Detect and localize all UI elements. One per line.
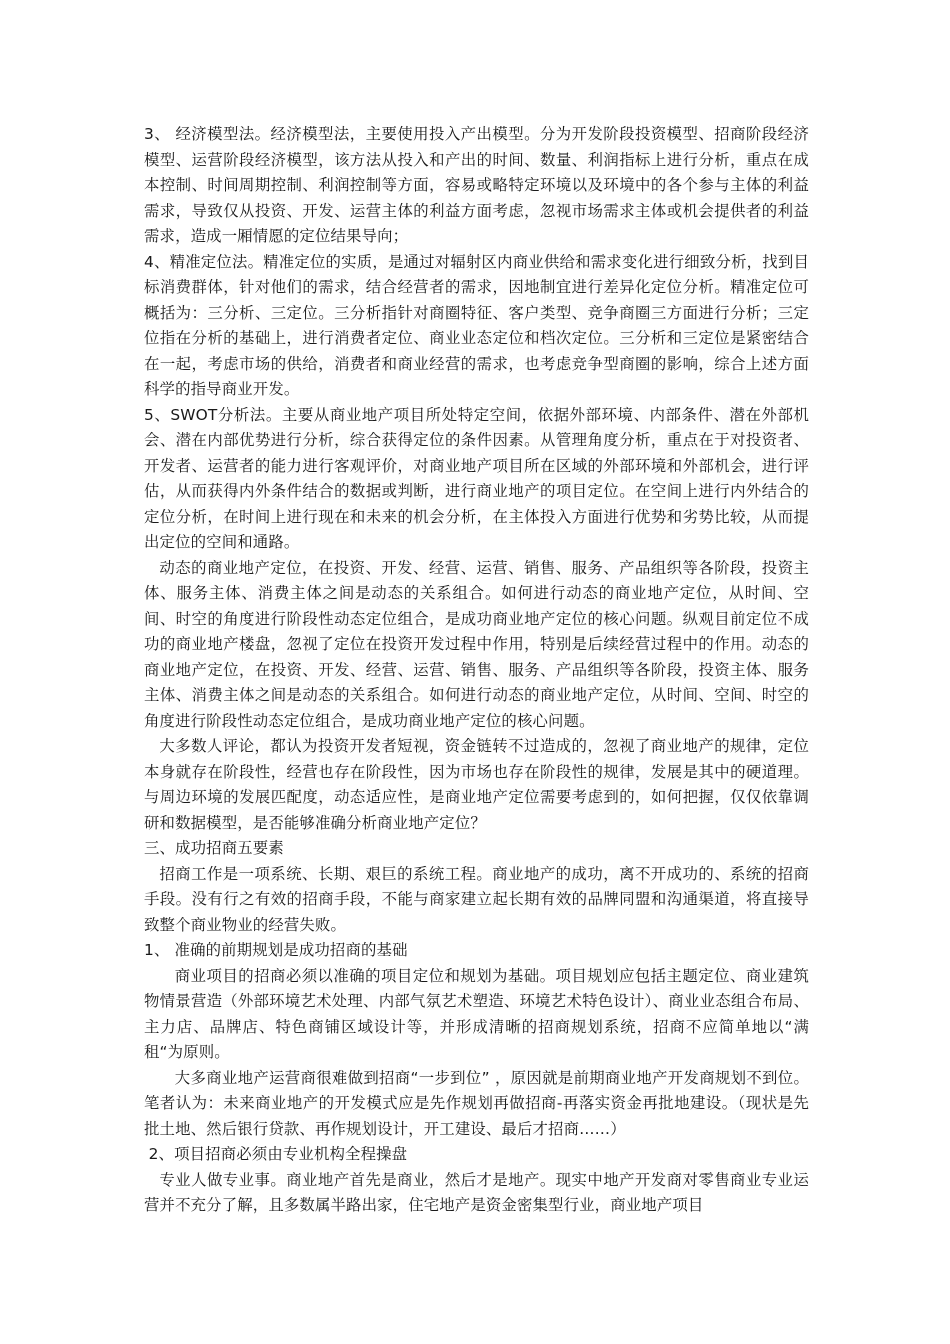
document-page: [144, 122, 809, 1219]
subheading-professional-agency: 2、项目招商必须由专业机构全程操盘: [148, 1145, 408, 1163]
paragraph-project-planning: 商业项目的招商必须以准确的项目定位和规划为基础。项目规划应包括主题定位、商业建筑物情景营造（外部环境艺术处理、内部气氛艺术塑造、环境艺术特色设计）、商业业态组合布局、主力店、品牌店、特色商铺区域设计等，并形成清晰的招商规划系统，招商不应简单地以“满租“为原则。: [144, 966, 809, 1061]
paragraph-professional-work: 专业人做专业事。商业地产首先是商业，然后才是地产。现实中地产开发商对零售商业专业运营并不充分了解，且多数属半路出家，住宅地产是资金密集型行业，商业地产项目: [144, 1170, 809, 1214]
paragraph-investment-work: 招商工作是一项系统、长期、艰巨的系统工程。商业地产的成功，离不开成功的、系统的招商手段。没有行之有效的招商手段，不能与商家建立起长期有效的品牌同盟和沟通渠道，将直接导致整个商业物业的经营失败。: [144, 864, 809, 934]
paragraph-dynamic-positioning: 动态的商业地产定位，在投资、开发、经营、运营、销售、服务、产品组织等各阶段，投资主体、服务主体、消费主体之间是动态的关系组合。如何进行动态的商业地产定位，从时间、空间、时空的角度进行阶段性动态定位组合，是成功商业地产定位的核心问题。纵观目前定位不成功的商业地产楼盘，忽视了定位在投资开发过程中作用，特别是后续经营过程中的作用。动态的商业地产定位，在投资、开发、经营、运营、销售、服务、产品组织等各阶段，投资主体、服务主体、消费主体之间是动态的关系组合。如何进行动态的商业地产定位，从时间、空间、时空的角度进行阶段性动态定位组合，是成功商业地产定位的核心问题。: [144, 558, 809, 730]
paragraph-swot: 5、SWOT分析法。主要从商业地产项目所处特定空间，依据外部环境、内部条件、潜在外部机会、潜在内部优势进行分析，综合获得定位的条件因素。从管理角度分析，重点在于对投资者、开发者、运营者的能力进行客观评价，对商业地产项目所在区域的外部环境和外部机会，进行评估，从而获得内外条件结合的数据或判断，进行商业地产的项目定位。在空间上进行内外结合的定位分析，在时间上进行现在和未来的机会分析，在主体投入方面进行优势和劣势比较，从而提出定位的空间和通路。: [144, 405, 809, 551]
paragraph-precise-positioning: 4、精准定位法。精准定位的实质，是通过对辐射区内商业供给和需求变化进行细致分析，找到目标消费群体，针对他们的需求，结合经营者的需求，因地制宜进行差异化定位分析。精准定位可概括为：三分析、三定位。三分析指针对商圈特征、客户类型、竞争商圈三方面进行分析；三定位指在分析的基础上，进行消费者定位、商业业态定位和档次定位。三分析和三定位是紧密结合在一起，考虑市场的供给，消费者和商业经营的需求，也考虑竞争型商圈的影响，综合上述方面科学的指导商业开发。: [144, 252, 809, 398]
paragraph-economic-model: 3、 经济模型法。经济模型法，主要使用投入产出模型。分为开发阶段投资模型、招商阶段经济模型、运营阶段经济模型，该方法从投入和产出的时间、数量、利润指标上进行分析，重点在成本控制、时间周期控制、利润控制等方面，容易或略特定环境以及环境中的各个参与主体的利益需求，导致仅从投资、开发、运营主体的利益方面考虑，忽视市场需求主体或机会提供者的利益需求，造成一厢情愿的定位结果导向；: [144, 125, 809, 245]
section-heading-five-elements: 三、成功招商五要素: [144, 839, 284, 857]
subheading-early-planning: 1、 准确的前期规划是成功招商的基础: [144, 941, 408, 959]
paragraph-majority-opinion: 大多数人评论，都认为投资开发者短视，资金链转不过造成的，忽视了商业地产的规律，定位本身就存在阶段性，经营也存在阶段性，因为市场也存在阶段性的规律，发展是其中的硬道理。与周边环境的发展匹配度，动态适应性，是商业地产定位需要考虑到的，如何把握，仅仅依靠调研和数据模型，是否能够准确分析商业地产定位？: [144, 737, 809, 832]
paragraph-one-step: 大多商业地产运营商很难做到招商“一步到位” ，原因就是前期商业地产开发商规划不到位。笔者认为：未来商业地产的开发模式应是先作规划再做招商-再落实资金再批地建设。（现状是先批土地、然后银行贷款、再作规划设计，开工建设、最后才招商……）: [144, 1068, 809, 1138]
